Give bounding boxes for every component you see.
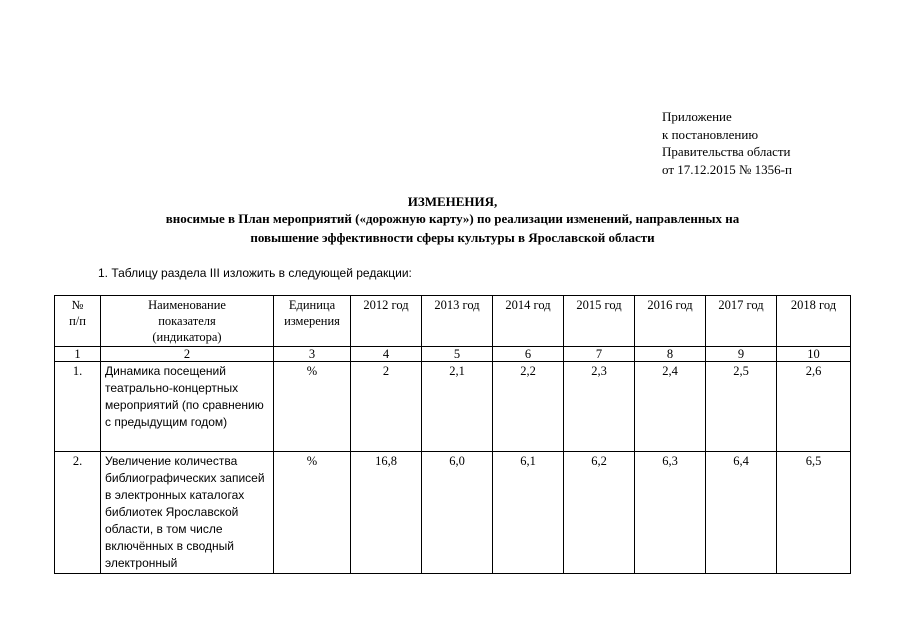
value-2017: 6,4 bbox=[706, 452, 777, 574]
column-number: 6 bbox=[493, 347, 564, 362]
value-2018: 6,5 bbox=[777, 452, 851, 574]
header-cell-2016: 2016 год bbox=[635, 296, 706, 347]
instruction-paragraph: 1. Таблицу раздела III изложить в следующей редакции: bbox=[98, 266, 412, 280]
value-2015: 2,3 bbox=[564, 362, 635, 452]
column-number: 10 bbox=[777, 347, 851, 362]
header-cell-2017: 2017 год bbox=[706, 296, 777, 347]
table-row bbox=[55, 362, 851, 452]
value-2013: 6,0 bbox=[422, 452, 493, 574]
column-number: 9 bbox=[706, 347, 777, 362]
value-2015: 6,2 bbox=[564, 452, 635, 574]
indicator-name: Динамика посещений театрально-концертных мероприятий (по сравнению с предыдущим годом) bbox=[101, 362, 274, 452]
row-number: 2. bbox=[55, 452, 101, 574]
document-title: ИЗМЕНЕНИЯ, bbox=[407, 194, 498, 209]
header-cell-unit: Единица измерения bbox=[274, 296, 351, 347]
appendix-block bbox=[662, 108, 792, 178]
header-cell-name: Наименование показателя (индикатора) bbox=[101, 296, 274, 347]
value-2012: 16,8 bbox=[351, 452, 422, 574]
header-cell-2013: 2013 год bbox=[422, 296, 493, 347]
column-number: 8 bbox=[635, 347, 706, 362]
header-cell-2014: 2014 год bbox=[493, 296, 564, 347]
appendix-line-2: к постановлению bbox=[662, 126, 759, 142]
value-2016: 6,3 bbox=[635, 452, 706, 574]
column-number: 4 bbox=[351, 347, 422, 362]
column-number: 5 bbox=[422, 347, 493, 362]
unit-cell: % bbox=[274, 452, 351, 574]
appendix-line-3: Правительства области bbox=[662, 144, 791, 159]
indicator-name: Увеличение количества библиографических записей в электронных каталогах библиотек Ярославской области, в том числе включённых в сводный электронный bbox=[101, 452, 274, 574]
header-cell-num: № п/п bbox=[55, 296, 101, 347]
appendix-line-1: Приложение bbox=[662, 109, 732, 124]
column-number: 1 bbox=[55, 347, 101, 362]
indicators-table bbox=[54, 295, 851, 574]
column-number-row bbox=[55, 347, 851, 362]
header-cell-2018: 2018 год bbox=[777, 296, 851, 347]
column-number: 7 bbox=[564, 347, 635, 362]
header-cell-2012: 2012 год bbox=[351, 296, 422, 347]
value-2012: 2 bbox=[351, 362, 422, 452]
value-2014: 2,2 bbox=[493, 362, 564, 452]
table-row bbox=[55, 452, 851, 574]
column-number: 3 bbox=[274, 347, 351, 362]
value-2016: 2,4 bbox=[635, 362, 706, 452]
value-2018: 2,6 bbox=[777, 362, 851, 452]
column-number: 2 bbox=[101, 347, 274, 362]
document-subtitle-line-2: повышение эффективности сферы культуры в Ярославской области bbox=[250, 230, 655, 245]
table-header-row bbox=[55, 296, 851, 347]
header-cell-2015: 2015 год bbox=[564, 296, 635, 347]
document-subtitle-line-1: вносимые в План мероприятий («дорожную карту») по реализации изменений, направленных на bbox=[165, 211, 740, 226]
value-2017: 2,5 bbox=[706, 362, 777, 452]
unit-cell: % bbox=[274, 362, 351, 452]
row-number: 1. bbox=[55, 362, 101, 452]
value-2013: 2,1 bbox=[422, 362, 493, 452]
value-2014: 6,1 bbox=[493, 452, 564, 574]
appendix-line-4: от 17.12.2015 № 1356-п bbox=[662, 161, 792, 177]
